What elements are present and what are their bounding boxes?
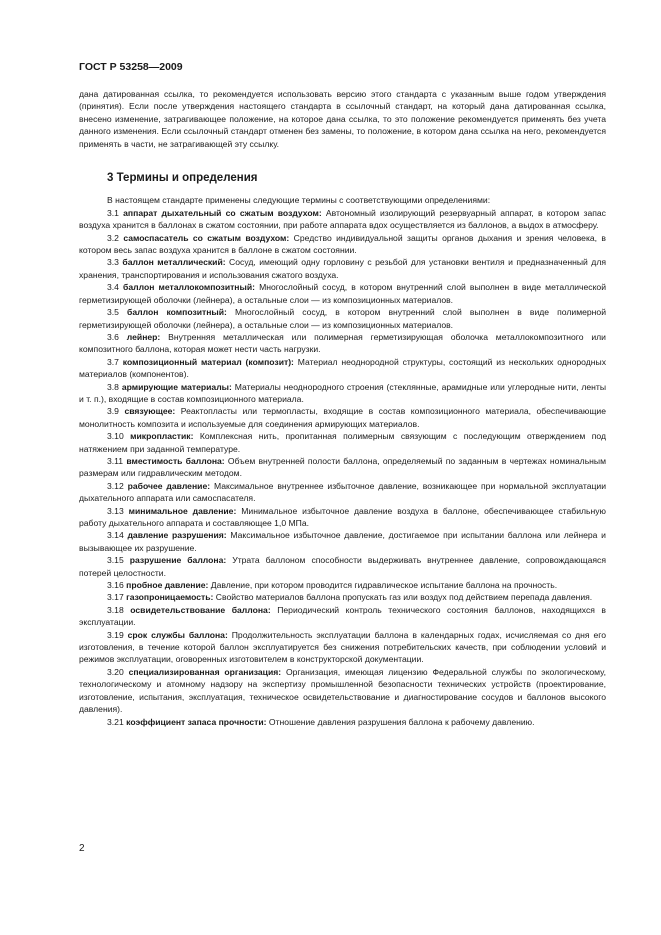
term-definition: Периодический контроль технического состояния баллонов, находящихся в эксплуатации. bbox=[79, 604, 606, 628]
term-number: 3.14 bbox=[107, 530, 128, 541]
term-entry bbox=[79, 306, 606, 331]
term-entry bbox=[79, 207, 606, 232]
term-number: 3.18 bbox=[107, 604, 131, 615]
term-entry bbox=[79, 579, 606, 591]
term-name: лейнер: bbox=[126, 331, 161, 342]
term-number: 3.2 bbox=[107, 232, 124, 243]
term-definition: Минимальное избыточное давление воздуха в баллоне, обеспечивающее стабильную работу дыхательного аппарата и составляющее 1,0 МПа. bbox=[79, 505, 606, 528]
term-entry bbox=[79, 232, 606, 257]
term-definition: Давление, при котором проводится гидравлическое испытание баллона на прочность. bbox=[208, 580, 558, 591]
term-entry bbox=[79, 381, 606, 406]
page-number: 2 bbox=[79, 843, 85, 854]
term-number: 3.11 bbox=[107, 455, 127, 466]
term-entry bbox=[79, 281, 606, 306]
term-entry bbox=[79, 554, 606, 579]
term-entry bbox=[79, 430, 606, 455]
term-number: 3.17 bbox=[107, 592, 127, 603]
term-number: 3.12 bbox=[107, 480, 128, 491]
term-definition: Отношение давления разрушения баллона к рабочему давлению. bbox=[266, 716, 535, 727]
term-definition: Реактопласты или термопласты, входящие в состав композиционного материала, обеспечивающие монолитность композита и используемые для соединения армирующих материалов. bbox=[79, 406, 606, 429]
term-number: 3.9 bbox=[107, 406, 125, 417]
term-definition: Комплексная нить, пропитанная полимерным связующим с последующим отверждением под натяжением при заданной температуре. bbox=[79, 431, 606, 454]
term-number: 3.8 bbox=[107, 381, 122, 392]
section-lead: В настоящем стандарте применены следующие термины с соответствующими определениями: bbox=[107, 195, 491, 206]
terms-list bbox=[79, 207, 606, 728]
term-entry bbox=[79, 666, 606, 716]
intro-paragraph: дана датированная ссылка, то рекомендуется использовать версию этого стандарта с указанным выше годом утверждения (принятия). Если после утверждения настоящего стандарта в ссылочный стандарт, на который дана датированная ссылка, внесено изменение, затрагивающее положение, на которое дана ссылка, то это положение рекомендуется применять без учета данного изменения. Если ссылочный стандарт отменен без замены, то положение, в котором дана ссылка на него, рекомендуется применять в части, не затрагивающей эту ссылку. bbox=[79, 89, 606, 149]
term-number: 3.7 bbox=[107, 356, 123, 367]
term-name: баллон металлический: bbox=[122, 257, 226, 268]
term-number: 3.20 bbox=[107, 666, 129, 677]
term-entry bbox=[79, 505, 606, 530]
term-name: вместимость баллона: bbox=[126, 455, 225, 466]
term-name: композиционный материал (композит): bbox=[122, 356, 294, 367]
term-number: 3.13 bbox=[107, 505, 129, 516]
term-name: специализированная организация: bbox=[128, 666, 282, 677]
term-number: 3.21 bbox=[107, 716, 127, 727]
term-name: давление разрушения: bbox=[127, 530, 227, 541]
term-name: рабочее давление: bbox=[127, 480, 211, 491]
term-definition: Продолжительность эксплуатации баллона в календарных годах, исчисляемая со дня его изготовления, в течение которой баллон эксплуатируется без снижения потребительских качеств, при соблюдении условий и режимов эксплуатации, оговоренных изготовителем в конструкторской документации. bbox=[79, 629, 606, 665]
term-definition: Максимальное внутреннее избыточное давление, возникающее при нормальной эксплуатации дыхательного аппарата или самоспасателя. bbox=[79, 480, 606, 504]
term-definition: Организация, имеющая лицензию Федеральной службы по экологическому, технологическому и атомному надзору на экспертизу промышленной безопасности технических устройств (проектирование, изготовление, испытания, эксплуатация, техническое освидетельствование и диагностирование сосудов и баллонов высокого давления). bbox=[79, 666, 606, 715]
term-name: коэффициент запаса прочности: bbox=[126, 716, 267, 727]
term-name: баллон композитный: bbox=[127, 307, 227, 318]
term-definition: Объем внутренней полости баллона, определяемый по заданным в чертежах номинальным размерам или гидравлическим методом. bbox=[79, 455, 606, 479]
term-number: 3.6 bbox=[107, 331, 127, 342]
term-definition: Средство индивидуальной защиты органов дыхания и зрения человека, в котором весь запас воздуха хранится в баллоне в сжатом состоянии. bbox=[79, 232, 607, 256]
term-name: связующее: bbox=[124, 406, 176, 417]
term-entry bbox=[79, 629, 606, 666]
term-name: самоспасатель со сжатым воздухом: bbox=[123, 232, 290, 243]
term-name: аппарат дыхательный со сжатым воздухом: bbox=[123, 207, 322, 218]
term-name: освидетельствование баллона: bbox=[130, 604, 271, 615]
document-header: ГОСТ Р 53258—2009 bbox=[79, 61, 183, 73]
term-number: 3.5 bbox=[107, 307, 128, 318]
term-number: 3.16 bbox=[107, 580, 127, 591]
term-number: 3.19 bbox=[107, 629, 128, 640]
term-definition: Материалы неоднородного строения (стеклянные, арамидные или углеродные нити, ленты и т. п.), входящие в состав композиционного материала. bbox=[79, 381, 607, 404]
page-body bbox=[79, 88, 606, 728]
term-definition: Утрата баллоном способности выдерживать внутреннее давление, сопровождающаяся потерей целостности. bbox=[79, 555, 606, 578]
term-entry bbox=[79, 591, 606, 603]
term-entry bbox=[79, 356, 606, 381]
term-name: микропластик: bbox=[130, 431, 194, 442]
term-name: пробное давление: bbox=[126, 580, 209, 591]
term-definition: Максимальное избыточное давление, достигаемое при испытании баллона или лейнера и вызывающее их разрушение. bbox=[79, 530, 606, 553]
term-definition: Многослойный сосуд, в котором внутренний слой выполнен в виде металлической герметизирующей оболочки (лейнера), а остальные слои — из композиционных материалов. bbox=[79, 282, 607, 305]
section-title: 3 Термины и определения bbox=[107, 172, 258, 185]
term-name: разрушение баллона: bbox=[129, 555, 227, 566]
term-name: армирующие материалы: bbox=[121, 381, 232, 392]
term-entry bbox=[79, 716, 606, 728]
term-entry bbox=[79, 604, 606, 629]
term-name: срок службы баллона: bbox=[127, 629, 228, 640]
term-number: 3.15 bbox=[107, 555, 130, 566]
term-entry bbox=[79, 405, 606, 430]
term-number: 3.1 bbox=[107, 207, 124, 218]
term-entry bbox=[79, 529, 606, 554]
term-name: баллон металлокомпозитный: bbox=[123, 282, 255, 293]
term-definition: Свойство материалов баллона пропускать газ или воздух под действием перепада давления. bbox=[213, 592, 593, 603]
term-name: газопроницаемость: bbox=[126, 592, 214, 603]
term-number: 3.3 bbox=[107, 257, 123, 268]
term-number: 3.10 bbox=[107, 431, 131, 442]
term-entry bbox=[79, 455, 606, 480]
term-definition: Материал неоднородной структуры, состоящий из нескольких однородных материалов (компонентов). bbox=[79, 356, 606, 380]
term-name: минимальное давление: bbox=[128, 505, 237, 516]
term-definition: Многослойный сосуд, в котором внутренний слой выполнен в виде полимерной герметизирующей оболочки (лейнера), а остальные слои — из композиционных материалов. bbox=[79, 307, 606, 330]
term-number: 3.4 bbox=[107, 282, 124, 293]
term-definition: Автономный изолирующий резервуарный аппарат, в котором запас воздуха хранится в баллонах в сжатом состоянии, при работе аппарата вдох осуществляется из баллонов, а выдох в атмосферу. bbox=[79, 207, 606, 231]
term-entry bbox=[79, 331, 606, 356]
term-entry bbox=[79, 480, 606, 505]
term-entry bbox=[79, 256, 606, 281]
term-definition: Внутренняя металлическая или полимерная герметизирующая оболочка металлокомпозитного или композитного баллона, которая может нести часть нагрузки. bbox=[79, 331, 606, 355]
term-definition: Сосуд, имеющий одну горловину с резьбой для установки вентиля и предназначенный для хранения, транспортирования и использования сжатого воздуха. bbox=[79, 257, 606, 280]
